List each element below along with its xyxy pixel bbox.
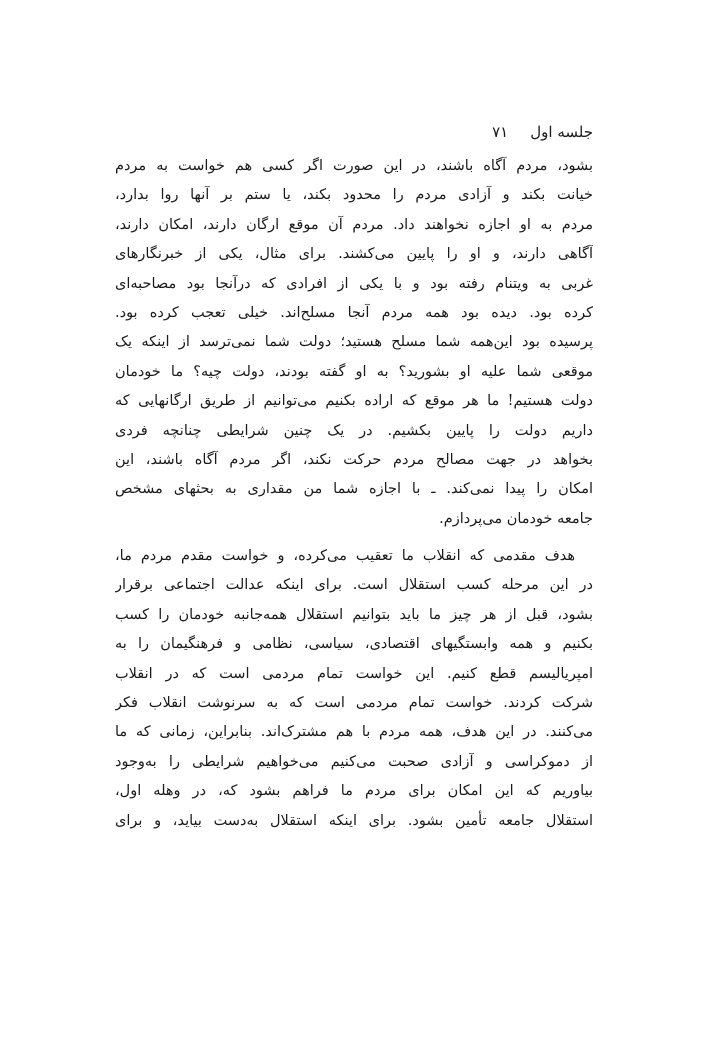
running-title: جلسه اول xyxy=(530,123,593,141)
text-line: می‌کنند. در این هدف، همه مردم با هم مشترک‌اند. بنابراین، زمانی که ما xyxy=(115,724,593,741)
text-line: هدف مقدمی که انقلاب ما تعقیب می‌کرده، و خواست مقدم مردم ما، xyxy=(115,548,575,565)
text-line: از دموکراسی و آزادی صحبت می‌کنیم می‌خواهیم شرایطی را به‌وجود xyxy=(115,753,593,770)
text-line: در این مرحله کسب استقلال است. برای اینکه عدالت اجتماعی برقرار xyxy=(115,577,593,594)
text-line: استقلال جامعه تأمین بشود. برای اینکه استقلال به‌دست بیاید، و برای xyxy=(115,812,593,829)
paragraph-2 xyxy=(115,542,593,836)
text-line: موقعی شما علیه او بشورید؟ به او گفته بودند، دولت چیه؟ ما خودمان xyxy=(115,363,593,380)
text-line: کرده بود. دیده بود همه مردم آنجا مسلح‌اند. خیلی تعجب کرده بود. xyxy=(115,304,593,321)
paragraph-1 xyxy=(115,152,593,534)
paragraph-gap xyxy=(115,534,593,542)
text-line: شرکت کردند. خواست تمام مردمی است که به سرنوشت انقلاب فکر xyxy=(115,695,593,712)
text-line: بشود، مردم آگاه باشند، در این صورت اگر کسی هم خواست به مردم xyxy=(115,158,593,174)
text-line: آگاهی دارند، و او را پایین می‌کشند. برای مثال، یکی از خبرنگارهای xyxy=(115,246,593,263)
text-line: مردم به او اجازه نخواهند داد. مردم آن موقع ارگان دارند، امکان دارند، xyxy=(115,216,593,233)
body-text xyxy=(115,152,593,836)
text-line: خیانت بکند و آزادی مردم را محدود بکند، یا ستم بر آنها روا بدارد، xyxy=(115,187,593,204)
text-line: داریم دولت را پایین بکشیم. در یک چنین شرایطی چنانچه فردی xyxy=(115,422,593,439)
page-number: ۷۱ xyxy=(492,123,509,141)
text-line: امکان را پیدا نمی‌کند. ـ با اجازه شما من مقداری به بحثهای مشخص xyxy=(115,481,593,498)
text-line: بشود، قبل از هر چیز ما باید بتوانیم استقلال همه‌جانبه خودمان را کسب xyxy=(115,606,593,623)
page-header xyxy=(115,120,593,144)
text-line: بیاوریم که این امکان برای مردم ما فراهم بشود که، در وهله اول، xyxy=(115,783,593,800)
text-line: دولت هستیم! ما هر موقع که اراده بکنیم می‌توانیم از طریق ارگانهایی که xyxy=(115,393,593,410)
text-line: بخواهد در جهت مصالح مردم حرکت نکند، اگر مردم آگاه باشند، این xyxy=(115,451,593,468)
text-line: امپریالیسم قطع کنیم. این خواست تمام مردمی است که در انقلاب xyxy=(115,665,593,682)
text-line: بکنیم و همه وابستگیهای اقتصادی، سیاسی، نظامی و فرهنگیمان را به xyxy=(115,636,593,653)
text-line: غربی به ویتنام رفته بود و با یکی از افرادی که درآنجا بود مصاحبه‌ای xyxy=(115,275,593,292)
text-line: پرسیده بود این‌همه شما مسلح هستید؛ دولت شما نمی‌ترسد از اینکه یک xyxy=(115,334,593,351)
text-line: جامعه خودمان می‌پردازم. xyxy=(439,510,593,527)
